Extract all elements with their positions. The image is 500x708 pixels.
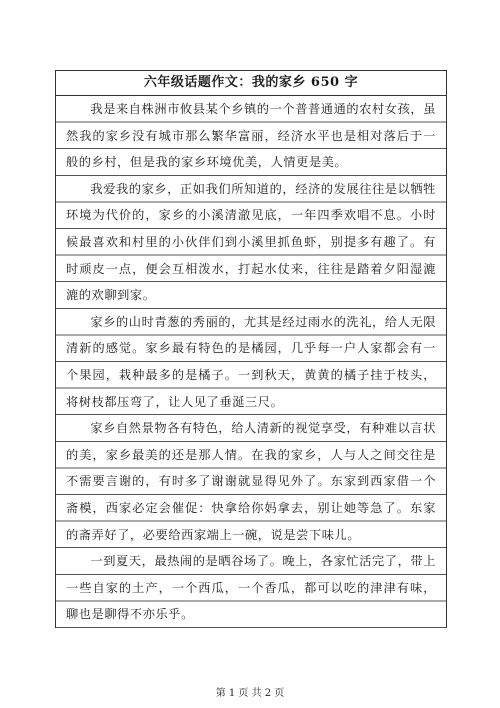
essay-title: 六年级话题作文：我的家乡 650 字	[56, 71, 446, 96]
paragraph-3: 家乡的山时青葱的秀丽的，尤其是经过雨水的洗礼，给人无限清新的感觉。家乡最有特色的是橘园，几乎每一户人家都会有一个果园，栽种最多的是橘子。一到秋天，黄黄的橘子挂于枝头，将树枝都压弯了，让人见了垂涎三尺。	[66, 314, 436, 409]
paragraph-1: 我是来自株洲市攸县某个乡镇的一个普普通通的农村女孩，虽然我的家乡没有城市那么繁华富丽，经济水平也是相对落后于一般的乡村，但是我的家乡环境优美，人情更是美。	[66, 102, 436, 170]
page-number: 第 1 页 共 2 页	[215, 688, 285, 699]
paragraph-2: 我爱我的家乡，正如我们所知道的，经济的发展往往是以牺牲环境为代价的，家乡的小溪清澈见底，一年四季欢唱不息。小时候最喜欢和村里的小伙伴们到小溪里抓鱼虾，别提多有趣了。有时顽皮一点，便会互相泼水，打起水仗来，往往是踏着夕阳湿漉漉的欢聊到家。	[66, 181, 436, 303]
paragraph-5: 一到夏天，最热闹的是晒谷场了。晚上，各家忙活完了，带上一些自家的土产，一个西瓜，一个香瓜，都可以吃的津津有味，聊也是聊得不亦乐乎。	[66, 554, 436, 622]
essay-body	[56, 96, 446, 628]
paragraph-4: 家乡自然景物各有特色，给人清新的视觉享受，有种难以言状的美，家乡最美的还是那人情。在我的家乡，人与人之间交往是不需要言谢的，有时多了谢谢就显得见外了。东家到西家借一个斋模，西家必定会催促：快拿给你妈拿去，别让她等急了。东家的斋弄好了，必要给西家端上一碗，说是尝下味儿。	[66, 421, 436, 542]
essay-sheet	[55, 70, 447, 628]
